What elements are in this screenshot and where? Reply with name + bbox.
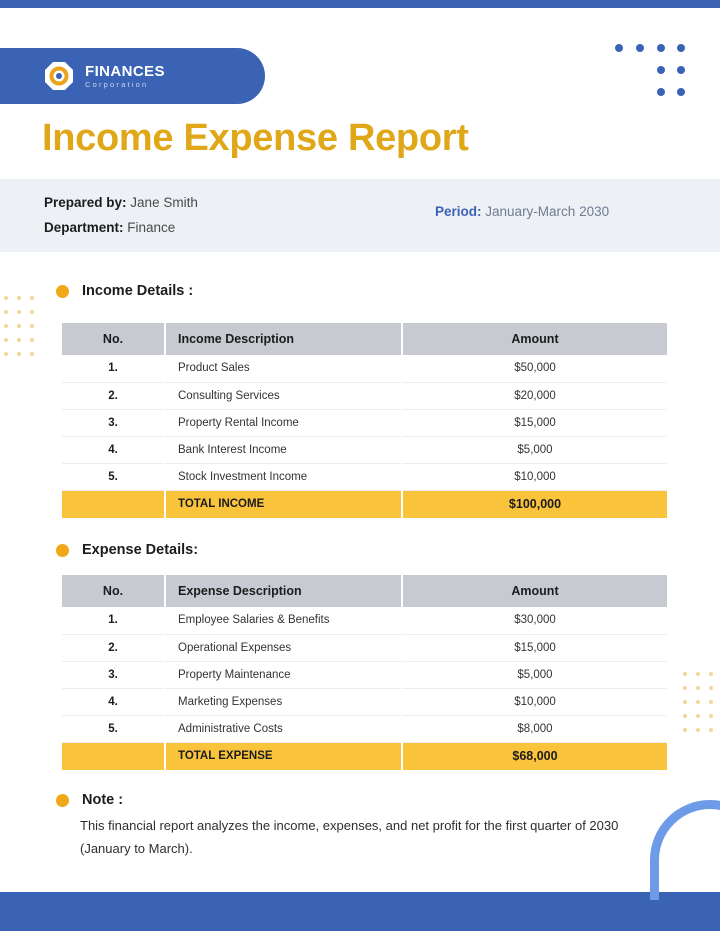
expense-total-spacer (62, 742, 165, 770)
expense-total-amount: $68,000 (402, 742, 667, 770)
expense-total-label: TOTAL EXPENSE (165, 742, 402, 770)
page-title: Income Expense Report (42, 117, 469, 159)
prepared-by-label: Prepared by: (44, 195, 127, 210)
expense-col-amount: Amount (402, 575, 667, 607)
period-line (435, 204, 609, 219)
dot-grid-decoration-left (4, 296, 38, 358)
row-amount: $5,000 (402, 436, 667, 463)
brand-text (85, 64, 165, 89)
table-row (62, 382, 667, 409)
row-desc: Operational Expenses (165, 634, 402, 661)
table-row (62, 355, 667, 382)
arc-decoration (650, 800, 720, 900)
row-amount: $10,000 (402, 463, 667, 490)
department-value: Finance (127, 220, 176, 235)
row-no: 2. (62, 634, 165, 661)
prepared-by-value: Jane Smith (130, 195, 198, 210)
income-heading-label: Income Details : (82, 283, 194, 299)
expense-total-row (62, 742, 667, 770)
row-no: 2. (62, 382, 165, 409)
row-desc: Property Maintenance (165, 661, 402, 688)
row-amount: $15,000 (402, 634, 667, 661)
prepared-by-line (44, 190, 198, 215)
expense-section-heading (56, 542, 198, 558)
note-section-heading (56, 792, 123, 808)
brand-name: FINANCES (85, 62, 165, 80)
expense-col-no: No. (62, 575, 165, 607)
note-heading-label: Note : (82, 792, 124, 808)
table-row (62, 661, 667, 688)
brand-banner (0, 48, 265, 104)
income-section-heading (56, 283, 193, 299)
meta-left-group (44, 190, 198, 240)
department-label: Department: (44, 220, 124, 235)
row-no: 1. (62, 607, 165, 634)
row-desc: Administrative Costs (165, 715, 402, 742)
row-no: 5. (62, 463, 165, 490)
note-body-text: This financial report analyzes the income, expenses, and net profit for the first quarter of 2030 (January to March). (80, 818, 619, 856)
income-total-amount: $100,000 (402, 490, 667, 518)
report-meta-band (0, 179, 720, 252)
row-desc: Bank Interest Income (165, 436, 402, 463)
row-amount: $15,000 (402, 409, 667, 436)
income-table (62, 323, 667, 518)
income-col-amount: Amount (402, 323, 667, 355)
table-row (62, 409, 667, 436)
expense-table (62, 575, 667, 770)
row-desc: Employee Salaries & Benefits (165, 607, 402, 634)
period-label: Period: (435, 204, 482, 219)
row-desc: Marketing Expenses (165, 688, 402, 715)
income-total-label: TOTAL INCOME (165, 490, 402, 518)
row-desc: Product Sales (165, 355, 402, 382)
row-amount: $50,000 (402, 355, 667, 382)
table-row (62, 436, 667, 463)
table-row (62, 463, 667, 490)
dot-grid-decoration-right (683, 672, 717, 734)
row-amount: $8,000 (402, 715, 667, 742)
table-row (62, 634, 667, 661)
row-amount: $5,000 (402, 661, 667, 688)
row-amount: $30,000 (402, 607, 667, 634)
row-no: 4. (62, 436, 165, 463)
table-row (62, 715, 667, 742)
expense-heading-label: Expense Details: (82, 542, 199, 558)
expense-table-header-row (62, 575, 667, 607)
row-amount: $10,000 (402, 688, 667, 715)
row-no: 1. (62, 355, 165, 382)
dot-cluster-decoration (615, 44, 685, 100)
income-total-spacer (62, 490, 165, 518)
bullet-icon (56, 285, 69, 298)
brand-subtitle: Corporation (85, 79, 149, 89)
row-no: 5. (62, 715, 165, 742)
table-row (62, 688, 667, 715)
income-col-desc: Income Description (165, 323, 402, 355)
row-desc: Stock Investment Income (165, 463, 402, 490)
bottom-accent-bar (0, 892, 720, 931)
octagon-ring-logo-icon (44, 61, 74, 91)
income-col-no: No. (62, 323, 165, 355)
row-no: 4. (62, 688, 165, 715)
row-no: 3. (62, 409, 165, 436)
table-row (62, 607, 667, 634)
row-desc: Property Rental Income (165, 409, 402, 436)
row-amount: $20,000 (402, 382, 667, 409)
bullet-icon (56, 794, 69, 807)
row-no: 3. (62, 661, 165, 688)
row-desc: Consulting Services (165, 382, 402, 409)
department-line (44, 215, 198, 240)
expense-col-desc: Expense Description (165, 575, 402, 607)
bullet-icon (56, 544, 69, 557)
income-table-header-row (62, 323, 667, 355)
period-value: January-March 2030 (485, 204, 610, 219)
income-total-row (62, 490, 667, 518)
top-accent-bar (0, 0, 720, 8)
